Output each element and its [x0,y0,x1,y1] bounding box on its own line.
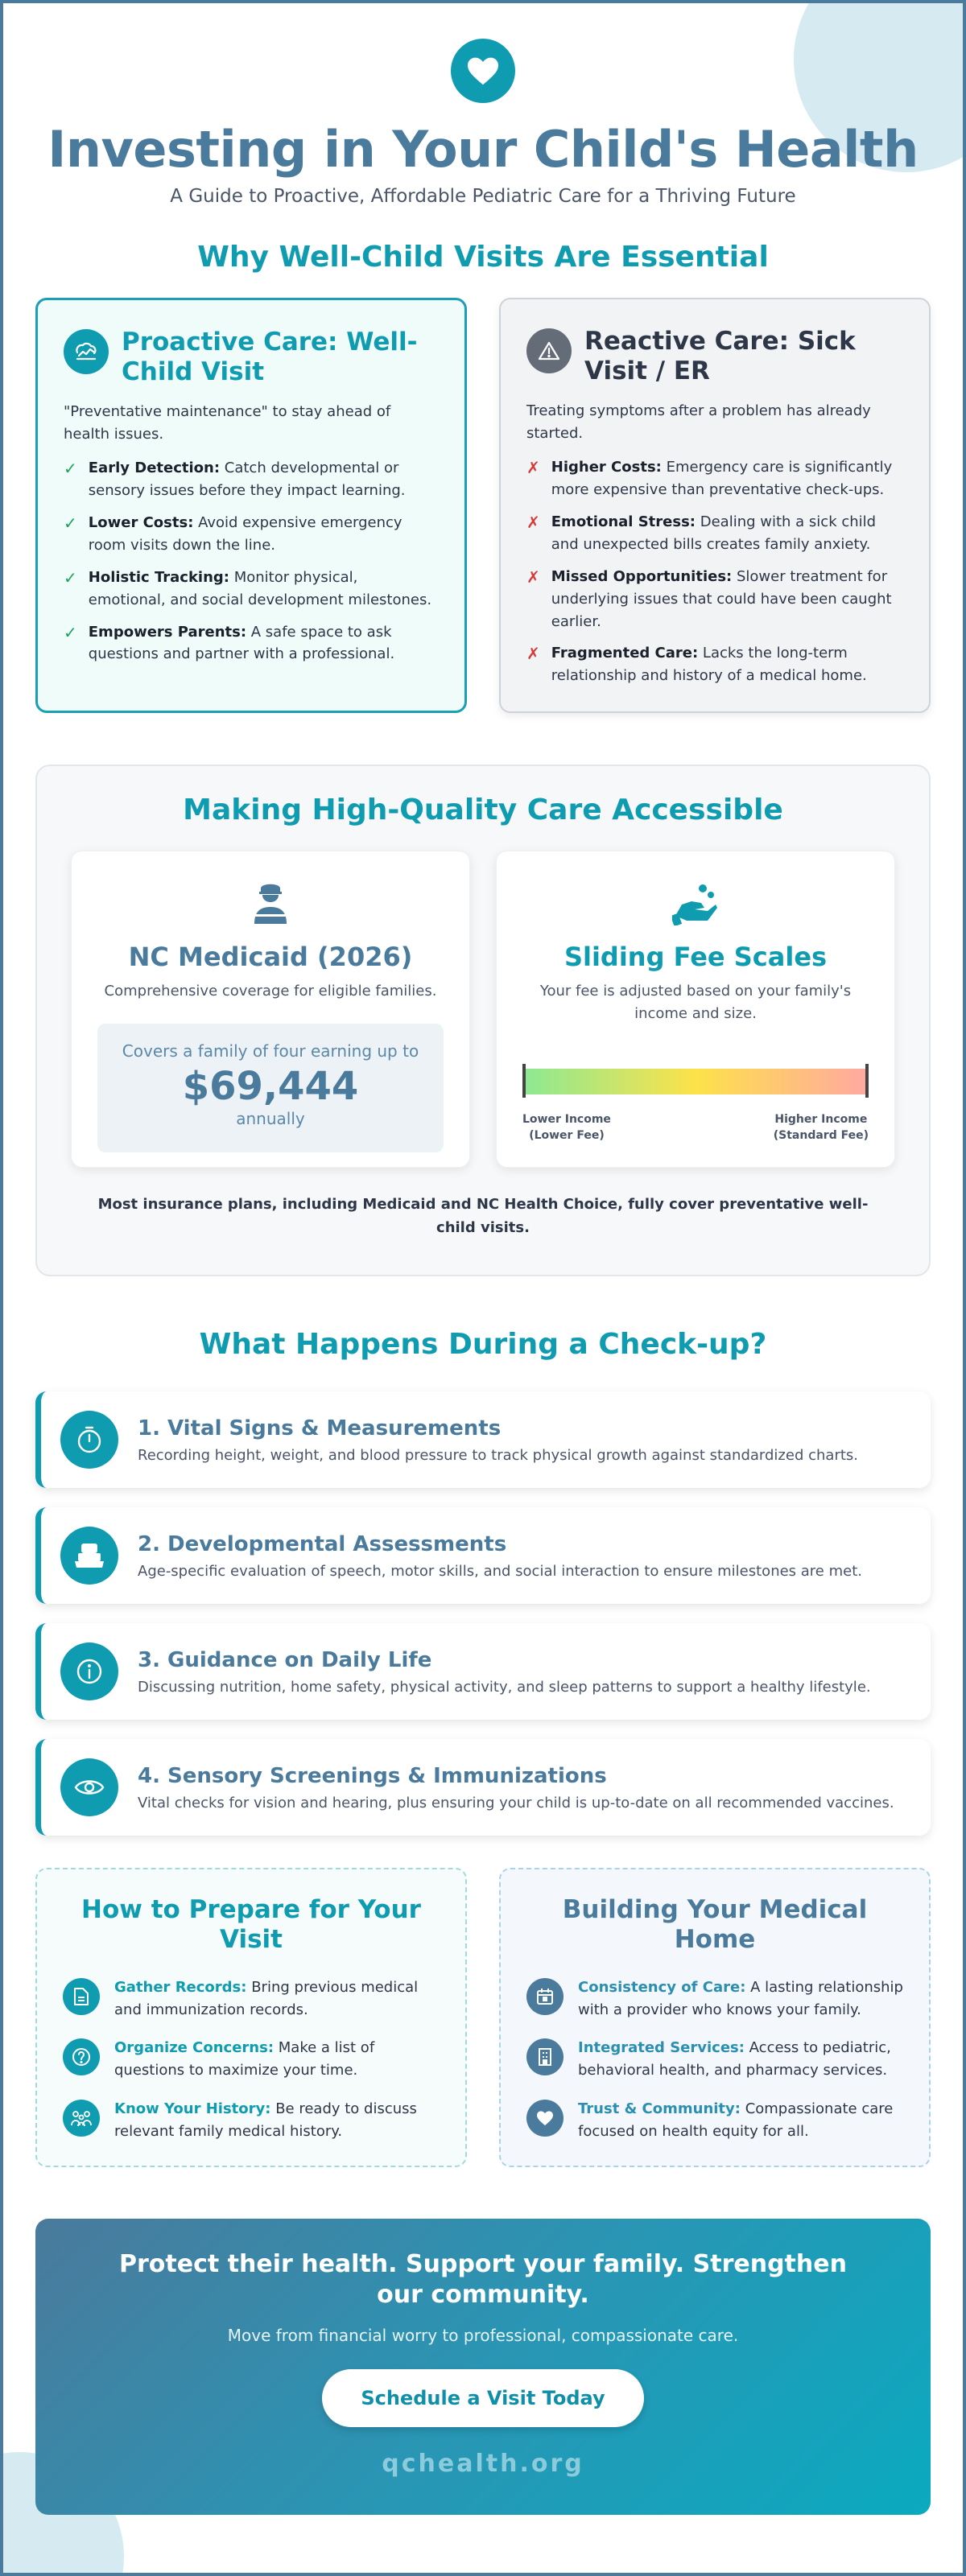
checkup-step [35,1623,931,1720]
fee-scale-gradient [526,1069,865,1094]
item-label: Holistic Tracking: [88,568,229,586]
item-body: Be ready to discuss relevant family medical history. [114,2100,417,2141]
item-label: Missed Opportunities: [551,567,733,585]
accessible-care-heading: Making High-Quality Care Accessible [183,793,783,827]
stopwatch-icon [60,1411,118,1469]
item-text: Slower treatment for underlying issues that could have been caught earlier. [551,567,892,630]
fee-scale-frame [522,1064,869,1098]
item-label: Integrated Services: [578,2039,745,2057]
income-limit-amount: $69,444 [182,1064,359,1110]
website-link[interactable]: qchealth.org [382,2450,584,2479]
list-item [526,1976,903,2022]
list-item [526,2037,903,2082]
fee-scale-high-label [774,1112,869,1144]
accessibility-section [35,765,931,1276]
page-title: Investing in Your Child's Health [47,120,919,179]
proactive-care-card [35,298,467,713]
item-label: Gather Records: [114,1978,247,1996]
list-item [526,456,903,501]
reactive-card-intro: Treating symptoms after a problem has already started. [526,402,871,443]
heart-icon [451,39,515,103]
item-text: A safe space to ask questions and partner with a professional. [88,623,395,663]
check-icon: ✓ [64,622,77,642]
list-item [526,2098,903,2143]
medical-home-card [499,1868,931,2167]
reactive-card-title: Reactive Care: Sick Visit / ER [584,327,856,385]
item-text [114,2098,440,2143]
item-body: A lasting relationship with a provider who knows your family. [578,1978,903,2018]
check-icon: ✓ [64,513,77,534]
care-comparison [35,298,931,713]
item-text: Avoid expensive emergency room visits down the line. [88,514,402,554]
list-item [64,567,439,612]
list-item [64,621,439,666]
page-subtitle: A Guide to Proactive, Affordable Pediatric Care for a Thriving Future [170,186,796,208]
sliding-fee-title: Sliding Fee Scales [564,942,828,973]
list-item [526,642,903,687]
reactive-drawbacks-list [526,456,903,687]
chart-icon [64,329,109,374]
sliding-fee-description: Your fee is adjusted based on your family's income and size. [539,983,852,1023]
proactive-card-title: Proactive Care: Well-Child Visit [122,328,418,386]
document-icon [63,1978,100,2015]
item-body: Compassionate care focused on health equity for all. [578,2100,894,2141]
fee-high-line-2: (Standard Fee) [773,1128,869,1142]
warning-icon [526,328,572,373]
cta-subtitle: Move from financial worry to professional, compassionate care. [227,2326,739,2346]
item-text [578,2037,903,2082]
insurance-coverage-note: Most insurance plans, including Medicaid and NC Health Choice, fully cover preventative well-child visits. [97,1196,869,1237]
step-title: 2. Developmental Assessments [138,1531,507,1556]
item-label: Consistency of Care: [578,1978,746,1996]
fee-scale-bar [522,1064,869,1107]
cta-title: Protect their health. Support your family. Strengthen our community. [119,2250,847,2309]
proactive-card-header [64,328,439,386]
item-text: Lacks the long-term relationship and history of a medical home. [551,645,867,685]
item-label: Trust & Community: [578,2100,741,2118]
hand-coins-icon [497,880,894,927]
income-limit-label: Covers a family of four earning up to [122,1041,419,1061]
info-icon [60,1642,118,1700]
step-description: Recording height, weight, and blood pressure to track physical growth against standardized charts. [138,1446,858,1464]
item-text [114,2037,440,2082]
item-label: Empowers Parents: [88,623,247,641]
list-item [526,511,903,556]
medicaid-description: Comprehensive coverage for eligible families. [104,983,437,1000]
item-label: Lower Costs: [88,514,194,532]
list-item [63,2098,440,2143]
why-visits-heading: Why Well-Child Visits Are Essential [197,241,769,274]
medical-home-title: Building Your Medical Home [562,1895,868,1955]
item-label: Fragmented Care: [551,645,699,662]
eye-icon [60,1758,118,1816]
proactive-benefits-list [64,457,439,666]
step-text [138,1416,858,1464]
prepare-title: How to Prepare for Your Visit [81,1895,421,1955]
schedule-visit-button[interactable]: Schedule a Visit Today [322,2369,643,2427]
heart-icon [526,2100,564,2137]
item-label: Early Detection: [88,460,221,477]
family-icon [63,2100,100,2137]
page-content [35,3,931,2515]
step-title: 3. Guidance on Daily Life [138,1647,432,1672]
reactive-card-header [526,327,903,385]
checkup-step [35,1739,931,1836]
fee-high-line-1: Higher Income [774,1113,868,1127]
step-title: 4. Sensory Screenings & Immunizations [138,1763,607,1788]
question-icon [63,2038,100,2075]
item-text: Dealing with a sick child and unexpected bills creates family anxiety. [551,513,877,553]
item-label: Know Your History: [114,2100,271,2118]
cross-icon: ✗ [526,513,540,533]
list-item [64,457,439,502]
access-cards [37,851,929,1168]
checkup-step [35,1507,931,1604]
prepare-card [35,1868,467,2167]
step-title: 1. Vital Signs & Measurements [138,1416,502,1440]
cross-icon: ✗ [526,644,540,664]
item-label: Emotional Stress: [551,513,696,531]
item-text [578,1976,903,2022]
building-icon [526,2038,564,2075]
bed-icon [60,1527,118,1585]
list-item [63,2037,440,2082]
prepare-items [63,1976,440,2143]
list-item [63,1976,440,2022]
prepare-and-home-cards [35,1868,931,2167]
item-text: Catch developmental or sensory issues before they impact learning. [88,460,406,500]
income-limit-box [97,1024,444,1152]
item-text: Monitor physical, emotional, and social development milestones. [88,568,432,608]
list-item [526,566,903,633]
item-label: Organize Concerns: [114,2039,275,2057]
medicaid-title: NC Medicaid (2026) [128,942,413,973]
check-icon: ✓ [64,459,77,479]
cross-icon: ✗ [526,567,540,587]
checkup-steps [35,1391,931,1836]
checkup-step [35,1391,931,1488]
person-icon [72,880,469,927]
medicaid-card [71,851,470,1168]
check-icon: ✓ [64,567,77,587]
item-text [114,1976,440,2022]
fee-scale-low-label [522,1112,611,1144]
item-text: Emergency care is significantly more expensive than preventative check-ups. [551,459,893,499]
step-text [138,1764,894,1811]
item-body: Bring previous medical and immunization records. [114,1978,419,2018]
fee-low-line-2: (Lower Fee) [529,1128,605,1142]
item-body: Make a list of questions to maximize your time. [114,2039,375,2079]
calendar-icon [526,1978,564,2015]
item-body: Access to pediatric, behavioral health, and pharmacy services. [578,2039,891,2079]
sliding-fee-card [496,851,895,1168]
step-description: Age-specific evaluation of speech, motor skills, and social interaction to ensure milestones are met. [138,1562,862,1580]
proactive-card-intro: "Preventative maintenance" to stay ahead of health issues. [64,403,391,443]
item-text [578,2098,903,2143]
reactive-care-card [499,298,931,713]
call-to-action [35,2219,931,2515]
fee-scale-labels [522,1112,869,1144]
checkup-heading: What Happens During a Check-up? [199,1328,767,1362]
page-header [35,3,931,207]
cross-icon: ✗ [526,458,540,478]
step-text [138,1648,871,1696]
step-description: Discussing nutrition, home safety, physical activity, and sleep patterns to support a healthy lifestyle. [138,1678,871,1696]
step-text [138,1532,862,1580]
item-label: Higher Costs: [551,459,662,476]
medical-home-items [526,1976,903,2143]
step-description: Vital checks for vision and hearing, plus ensuring your child is up-to-date on all recommended vaccines. [138,1794,894,1811]
fee-low-line-1: Lower Income [522,1113,611,1127]
list-item [64,512,439,557]
income-limit-unit: annually [236,1109,305,1129]
